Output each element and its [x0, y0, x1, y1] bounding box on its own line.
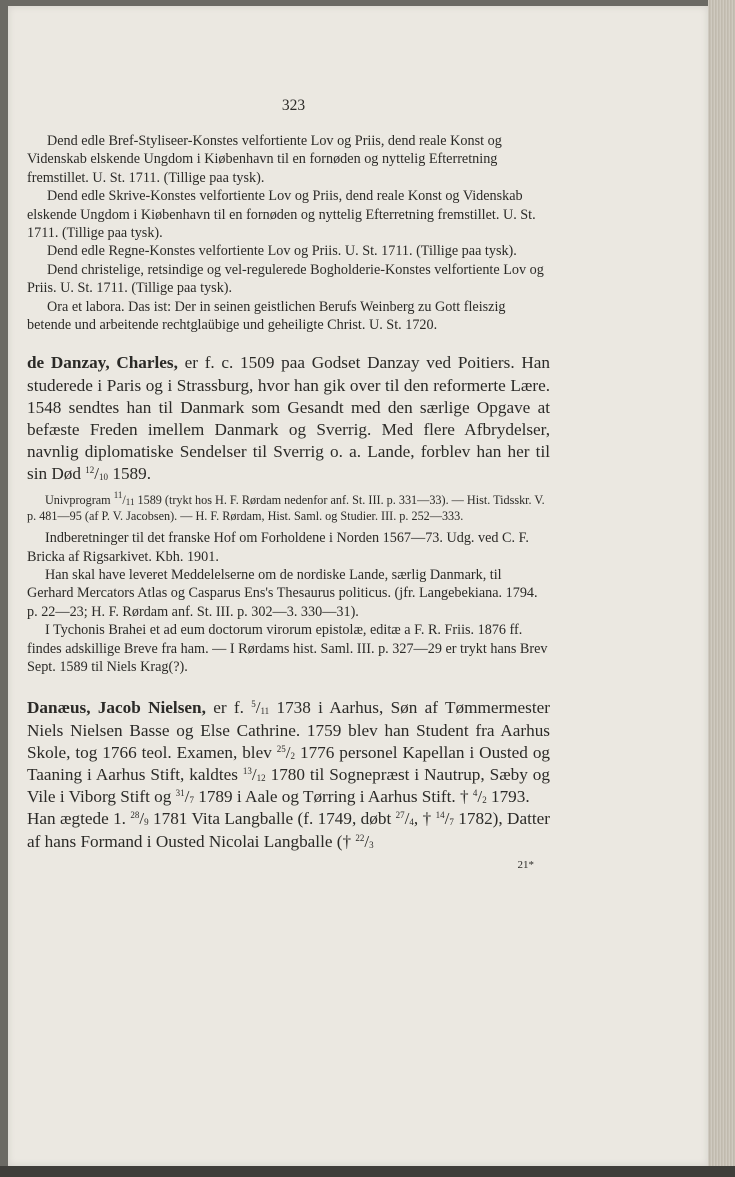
work-entry: I Tychonis Brahei et ad eum doctorum virorum epistolæ, editæ a F. R. Friis. 1876 ff. findes adskillige Breve fra ham. — I Rørdams hist. Saml. III. p. 327—29 er trykt hans Brev Sept. 1589 til Niels Krag(?). — [27, 622, 548, 675]
entry-heading: Danæus, Jacob Nielsen, — [27, 698, 206, 718]
work-entry: Dend edle Skrive-Konstes velfortiente Lov og Priis, dend reale Konst og Videnskab elskende Ungdom i Kiøbenhavn til en fornøden og nyttelig Efterretning fremstillet. U. St. 1711. (Tillige paa tysk). — [27, 188, 536, 242]
danzay-works — [27, 529, 550, 676]
biography-danzay: de Danzay, Charles, er f. c. 1509 paa Godset Danzay ved Poitiers. Han studerede i Paris og i Strassburg, hvor han gik over til den reformerte Lære. 1548 sendtes han til Danmark som Gesandt med den særlige Opgave at befæste Freden imellem Danmark og Sverrig. Med flere Afbrydelser, navnlig diplomatiske Sendelser til Sverrig o. a. Lande, forblev han her til sin Død $^{12}/_{10}$ 1589. — [27, 353, 550, 484]
page-text — [27, 97, 550, 871]
marriage-paragraph: Han ægtede 1. $^{28}/_9$ 1781 Vita Langballe (f. 1749, døbt $^{27}/_4$, † $^{14}/_7$ 1782), Datter af hans Formand i Ousted Nicolai Langballe († $^{22}/_3$ — [27, 809, 551, 851]
entry-heading: de Danzay, Charles, — [27, 353, 178, 373]
work-entry: Indberetninger til det franske Hof om Forholdene i Norden 1567—73. Udg. ved C. F. Bricka af Rigsarkivet. Kbh. 1901. — [27, 530, 529, 565]
work-entry: Ora et labora. Das ist: Der in seinen geistlichen Berufs Weinberg zu Gott fleiszig betende und arbeitende rechtglaübige und geheiligte Christ. U. St. 1720. — [27, 298, 506, 334]
works-list — [27, 132, 550, 334]
work-entry: Dend edle Regne-Konstes velfortiente Lov og Priis. U. St. 1711. (Tillige paa tysk). — [47, 243, 517, 260]
page-edge — [708, 0, 735, 1177]
source-note: Univprogram $^{11}/_{11}$ 1589 (trykt hos H. F. Rørdam nedenfor anf. St. III. p. 331—33). — Hist. Tidsskr. V. p. 481—95 (af P. V. Jacobsen). — H. F. Rørdam, Hist. Saml. og Studier. III. p. 252—333. — [27, 489, 545, 523]
page-number: 323 — [281, 97, 306, 114]
work-entry: Han skal have leveret Meddelelserne om de nordiske Lande, særlig Danmark, til Gerhard Mercators Atlas og Casparus Ens's Thesaurus politicus. (jfr. Langebekiana. 1794. p. 22—23; H. F. Rørdam anf. St. III. p. 302—3. 330—31). — [27, 566, 538, 620]
work-entry: Dend christelige, retsindige og vel-regulerede Bogholderie-Konstes velfortiente Lov og Priis. U. St. 1711. (Tillige paa tysk). — [27, 261, 544, 297]
biography-danaeus: Danæus, Jacob Nielsen, er f. $^5/_{11}$ 1738 i Aarhus, Søn af Tømmermester Niels Nielsen Basse og Else Cathrine. 1759 blev han Student fra Aarhus Skole, tog 1766 teol. Examen, blev $^{25}/_2$ 1776 personel Kapellan i Ousted og Taaning i Aarhus Stift, kaldtes $^{13}/_{12}$ 1780 til Sognepræst i Nautrup, Sæby og Vile i Viborg Stift og $^{31}/_7$ 1789 i Aale og Tørring i Aarhus Stift. † $^4/_2$ 1793. — [27, 698, 551, 807]
scan-border — [0, 1166, 735, 1177]
signature-mark: 21* — [517, 858, 534, 871]
work-entry: Dend edle Bref-Styliseer-Konstes velfortiente Lov og Priis, dend reale Konst og Videnskab elskende Ungdom i Kiøbenhavn til en fornøden og nyttelig Efterretning fremstillet. U. St. 1711. (Tillige paa tysk). — [27, 133, 502, 186]
source-notes — [27, 489, 550, 524]
